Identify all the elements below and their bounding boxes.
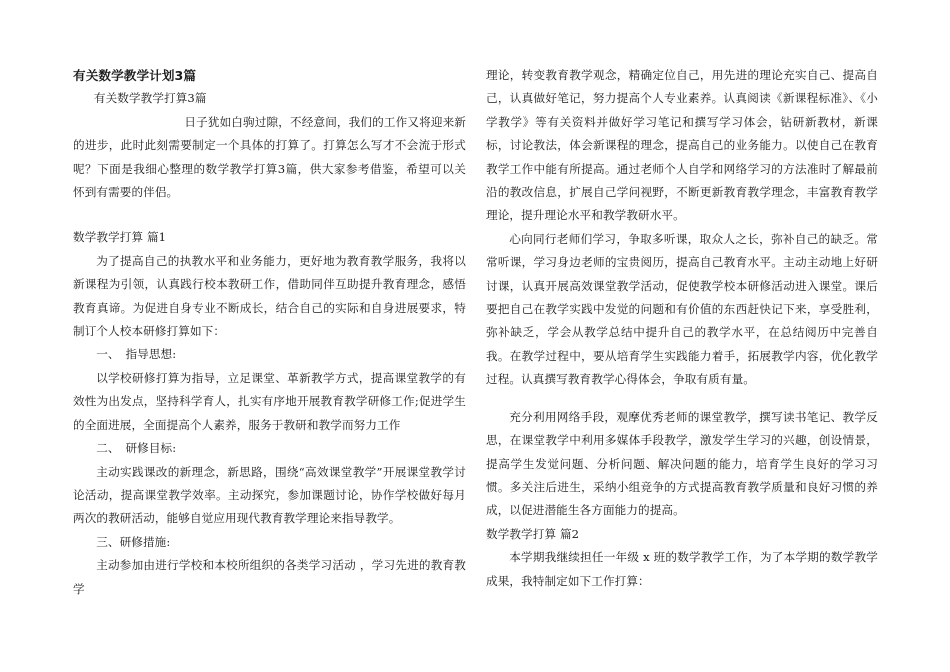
goals-paragraph: 主动实践课改的新理念，新思路，围绕“高效课堂教学”开展课堂教学讨论活动，提高课堂教学效率。主动探究，参加课题讨论，协作学校做好每月两次的教研活动，能够自觉应用现代教育教学理论来指导教学。: [73, 464, 466, 526]
section2-paragraph: 本学期我继续担任一年级 x 班的数学教学工作，为了本学期的数学教学成果，我特制定如下工作打算：: [486, 550, 878, 588]
left-column: [73, 64, 466, 601]
guiding-heading: 一、 指导思想:: [96, 347, 177, 362]
goals-heading: 二、 研修目标:: [96, 441, 177, 456]
document-title: 有关数学教学计划3篇: [73, 68, 197, 83]
learning-paragraph: 心向同行老师们学习，争取多听课，取众人之长，弥补自己的缺乏。常常听课，学习身边老师的宝贵阅历，提高自己教育水平。主动主动地上好研讨课，认真开展高效课堂教学活动，促使教学校本研修活动进入课堂。课后要把自己在教学实践中发觉的问题和有价值的东西赶快记下来，享受胜利，弥补缺乏，学会从教学总结中提升自己的教学水平，在总结阅历中完善自我。在教学过程中，要从培育学生实践能力着手，拓展教学内容，优化教学过程。认真撰写教育教学心得体会，争取有质有量。: [486, 231, 878, 387]
section1-paragraph: 为了提高自己的执教水平和业务能力，更好地为教育教学服务，我将以新课程为引领，认真践行校本教研工作，借助同伴互助提升教育理念，感悟教育真谛。为促进自身专业不断成长，结合自己的实际和自身进展要求，特制订个人校本研修打算如下：: [73, 253, 466, 339]
section1-heading: 数学教学打算 篇1: [73, 230, 167, 245]
right-column: [486, 64, 878, 593]
document-subtitle: 有关数学教学打算3篇: [93, 91, 207, 106]
guiding-paragraph: 以学校研修打算为指导，立足课堂、革新教学方式，提高课堂教学的有效性为出发点，坚持科学育人，扎实有序地开展教育教学研修工作;促进学生的全面进展，全面提高个人素养，服务于教研和教学而努力工作: [73, 370, 466, 432]
measures-paragraph: 主动参加由进行学校和本校所组织的各类学习活动 ，学习先进的教育教学: [73, 558, 466, 596]
measures-heading: 三、研修措施:: [96, 534, 171, 549]
continued-paragraph: 理论，转变教育教学观念，精确定位自己，用先进的理论充实自己、提高自己，认真做好笔记，努力提高个人专业素养。认真阅读《新课程标准》、《小学教学》等有关资料并做好学习笔记和撰写学习体会，钻研新教材，新课标，讨论教法，体会新课程的理念，提高自己的业务能力。以使自己在教育教学工作中能有所提高。通过老师个人自学和网络学习的方法准时了解最前沿的教改信息，扩展自己学问视野，不断更新教育教学理念，丰富教育教学理论，提升理论水平和教学教研水平。: [486, 68, 878, 223]
section2-heading: 数学教学打算 篇2: [486, 526, 580, 541]
network-paragraph: 充分利用网络手段，观摩优秀老师的课堂教学，撰写读书笔记、教学反思，在课堂教学中利用多媒体手段教学，激发学生学习的兴趣，创设情景，提高学生发觉问题、分析问题、解决问题的能力，培育学生良好的学习习惯。多关注后进生，采纳小组竞争的方式提高教育教学质量和良好习惯的养成，以促进潜能生各方面能力的提高。: [486, 409, 878, 518]
intro-paragraph: 日子犹如白驹过隙，不经意间，我们的工作又将迎来新的进步，此时此刻需要制定一个具体的打算了。打算怎么写才不会流于形式呢？下面是我细心整理的数学教学打算3篇，供大家参考借鉴，希望可以关怀到有需要的伴侣。: [73, 114, 466, 200]
